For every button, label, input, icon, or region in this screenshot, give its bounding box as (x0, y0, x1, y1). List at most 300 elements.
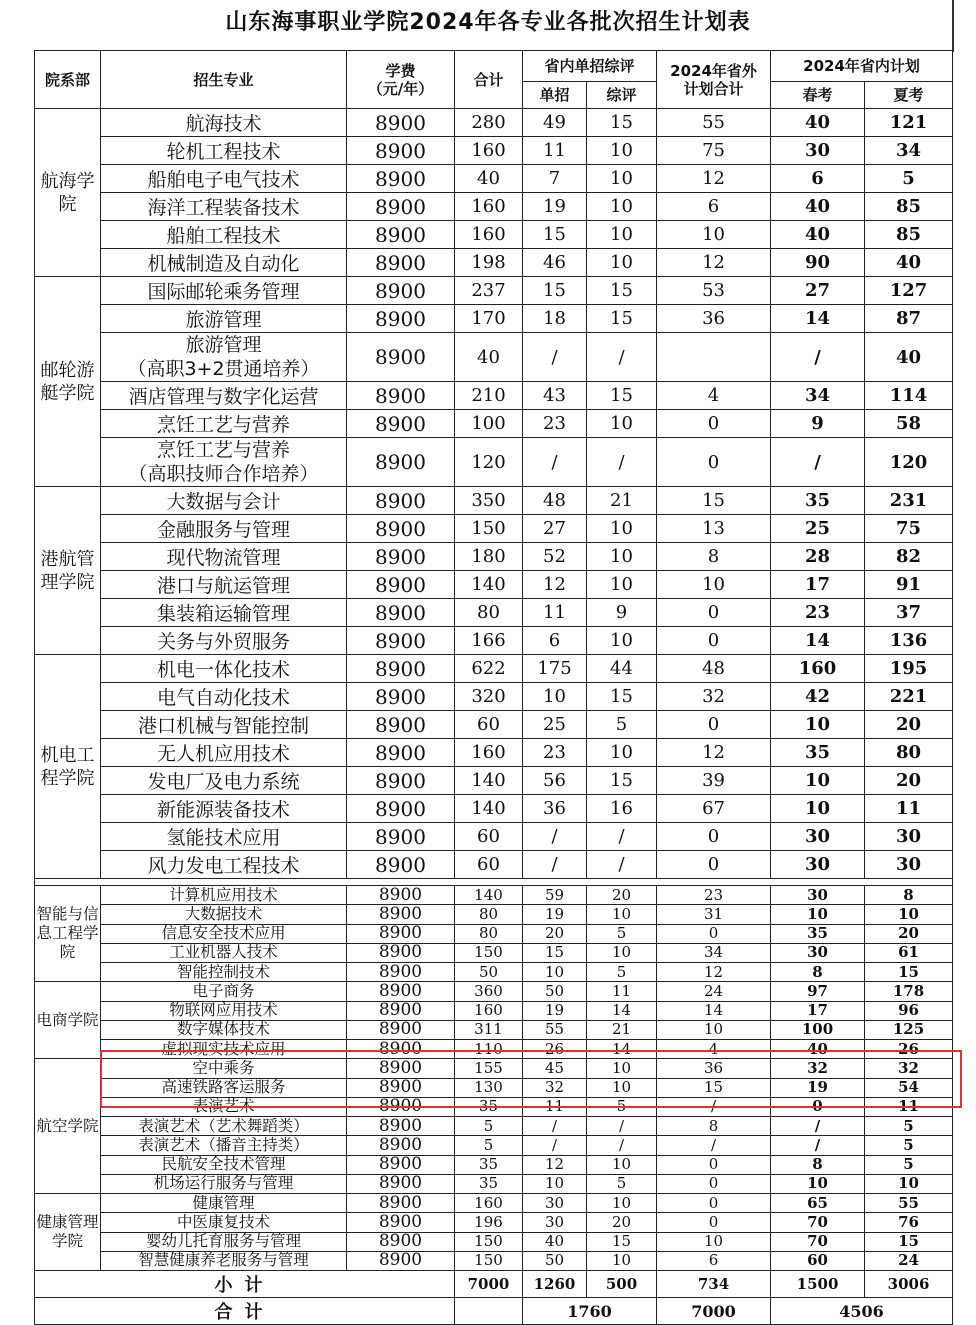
fee-cell: 8900 (347, 109, 455, 137)
major-cell (101, 851, 347, 879)
spring-cell: / (771, 1136, 865, 1155)
comp-cell: 10 (587, 137, 657, 165)
fee-cell: 8900 (347, 823, 455, 851)
summer-cell: 91 (865, 571, 953, 599)
summer-cell: 178 (865, 982, 953, 1001)
out-cell: 75 (657, 137, 771, 165)
spring-cell: 10 (771, 1174, 865, 1193)
total-cell: 237 (455, 277, 523, 305)
single-cell: 48 (523, 487, 587, 515)
comp-cell: 15 (587, 382, 657, 410)
spring-cell: 40 (771, 1040, 865, 1059)
single-cell: 15 (523, 221, 587, 249)
comp-cell: 10 (587, 1155, 657, 1174)
spring-cell: 27 (771, 277, 865, 305)
summer-cell: 121 (865, 109, 953, 137)
fee-cell: 8900 (347, 382, 455, 410)
grand-total-label: 合计 (35, 1298, 455, 1325)
table-row (35, 905, 953, 924)
grand-total-inprov-single: 1760 (523, 1298, 657, 1325)
spring-cell: 8 (771, 1155, 865, 1174)
spring-cell: 40 (771, 221, 865, 249)
single-cell: 23 (523, 739, 587, 767)
out-cell: 6 (657, 193, 771, 221)
major-name: 虚拟现实技术应用 (161, 1039, 286, 1058)
total-cell: 140 (455, 886, 523, 905)
total-cell: 130 (455, 1078, 523, 1097)
summer-cell: 136 (865, 627, 953, 655)
major-cell (101, 1155, 347, 1174)
summer-cell: 11 (865, 1097, 953, 1116)
major-cell (101, 193, 347, 221)
grand-total-out: 7000 (657, 1298, 771, 1325)
comp-cell: 10 (587, 1194, 657, 1213)
major-name: 集装箱运输管理 (156, 603, 290, 625)
major-name: 船舶电子电气技术 (147, 169, 300, 191)
total-cell: 150 (455, 943, 523, 962)
summer-cell: 58 (865, 410, 953, 438)
major-cell (101, 886, 347, 905)
single-cell: 10 (523, 1174, 587, 1193)
major-cell (101, 165, 347, 193)
comp-cell: 15 (587, 305, 657, 333)
fee-cell: 8900 (347, 515, 455, 543)
summer-cell: 125 (865, 1020, 953, 1039)
table-row (35, 599, 953, 627)
spring-cell: 8 (771, 963, 865, 982)
table-row (35, 767, 953, 795)
total-cell: 40 (455, 165, 523, 193)
table-row (35, 249, 953, 277)
major-name: 旅游管理 (185, 334, 262, 356)
out-cell: 12 (657, 739, 771, 767)
major-cell (101, 571, 347, 599)
single-cell: 25 (523, 711, 587, 739)
major-name: 船舶工程技术 (166, 225, 281, 247)
single-cell: 50 (523, 1251, 587, 1270)
total-cell: 80 (455, 905, 523, 924)
major-name: 智能控制技术 (176, 962, 270, 981)
major-cell (101, 109, 347, 137)
major-cell (101, 1232, 347, 1251)
out-cell: 10 (657, 571, 771, 599)
major-cell (101, 627, 347, 655)
total-cell: 320 (455, 683, 523, 711)
out-cell: 55 (657, 109, 771, 137)
summer-cell: 5 (865, 1155, 953, 1174)
header-spring: 春考 (771, 82, 865, 109)
fee-cell: 8900 (347, 1117, 455, 1136)
comp-cell: 10 (587, 905, 657, 924)
total-cell: 150 (455, 1232, 523, 1251)
total-cell: 280 (455, 109, 523, 137)
total-cell: 40 (455, 333, 523, 382)
out-cell: 13 (657, 515, 771, 543)
single-cell: 43 (523, 382, 587, 410)
table-row (35, 795, 953, 823)
major-name: 轮机工程技术 (166, 141, 281, 163)
header-inprov-single: 省内单招综评 (523, 51, 657, 82)
fee-cell: 8900 (347, 487, 455, 515)
spring-cell: 40 (771, 193, 865, 221)
table-row (35, 1213, 953, 1232)
fee-cell: 8900 (347, 1155, 455, 1174)
total-cell: 311 (455, 1020, 523, 1039)
header-inprov-plan: 2024年省内计划 (771, 51, 953, 82)
spring-cell: 70 (771, 1213, 865, 1232)
summer-cell: 80 (865, 739, 953, 767)
summer-cell: 96 (865, 1001, 953, 1020)
grand-total-row (35, 1298, 953, 1325)
comp-cell: 10 (587, 249, 657, 277)
dept-cell: 邮轮游艇学院 (35, 277, 101, 487)
total-cell: 5 (455, 1117, 523, 1136)
out-cell: 36 (657, 1059, 771, 1078)
spring-cell: 28 (771, 543, 865, 571)
summer-cell: 195 (865, 655, 953, 683)
spring-cell: 14 (771, 627, 865, 655)
major-name: 数字媒体技术 (176, 1020, 270, 1039)
out-cell: 0 (657, 438, 771, 487)
table-row (35, 1040, 953, 1059)
summer-cell: 87 (865, 305, 953, 333)
summer-cell: 5 (865, 1117, 953, 1136)
out-cell: 0 (657, 924, 771, 943)
single-cell: 6 (523, 627, 587, 655)
major-cell (101, 249, 347, 277)
major-cell (101, 515, 347, 543)
comp-cell: 20 (587, 1213, 657, 1232)
spring-cell: 42 (771, 683, 865, 711)
total-cell: 140 (455, 571, 523, 599)
table-row (35, 1174, 953, 1193)
major-name: 旅游管理 (185, 309, 262, 331)
major-cell (101, 1251, 347, 1270)
total-cell: 120 (455, 438, 523, 487)
major-name: 高速铁路客运服务 (161, 1078, 286, 1097)
fee-cell: 8900 (347, 249, 455, 277)
comp-cell: 11 (587, 982, 657, 1001)
fee-cell: 8900 (347, 1020, 455, 1039)
major-cell (101, 963, 347, 982)
table-row (35, 1155, 953, 1174)
table-row (35, 627, 953, 655)
out-cell: 10 (657, 1232, 771, 1251)
table-body (35, 109, 953, 1325)
spring-cell: / (771, 1117, 865, 1136)
table-row (35, 711, 953, 739)
summer-cell: 32 (865, 1059, 953, 1078)
summer-cell: 20 (865, 924, 953, 943)
single-cell: 40 (523, 1232, 587, 1251)
table-row (35, 382, 953, 410)
comp-cell: 10 (587, 543, 657, 571)
summer-cell: 8 (865, 886, 953, 905)
out-cell: 12 (657, 963, 771, 982)
total-cell: 160 (455, 739, 523, 767)
total-cell: 160 (455, 137, 523, 165)
summer-cell: 30 (865, 823, 953, 851)
comp-cell: 10 (587, 1059, 657, 1078)
spring-cell: 9 (771, 410, 865, 438)
major-name: 航海技术 (185, 113, 262, 135)
major-name: 港口机械与智能控制 (137, 715, 309, 737)
table-row (35, 1020, 953, 1039)
subtotal-out: 734 (657, 1271, 771, 1298)
table-row (35, 1136, 953, 1155)
total-cell: 140 (455, 795, 523, 823)
summer-cell: 82 (865, 543, 953, 571)
single-cell: 56 (523, 767, 587, 795)
summer-cell: 10 (865, 1174, 953, 1193)
total-cell: 170 (455, 305, 523, 333)
fee-cell: 8900 (347, 627, 455, 655)
spring-cell: 23 (771, 599, 865, 627)
summer-cell: 120 (865, 438, 953, 487)
out-cell: 4 (657, 1040, 771, 1059)
major-cell (101, 1097, 347, 1116)
out-cell: 36 (657, 305, 771, 333)
table-row (35, 543, 953, 571)
grand-total-blank (455, 1298, 523, 1325)
out-cell: 15 (657, 1078, 771, 1097)
major-cell (101, 1020, 347, 1039)
header-total: 合计 (455, 51, 523, 109)
table-row (35, 305, 953, 333)
comp-cell: 10 (587, 627, 657, 655)
total-cell: 160 (455, 1001, 523, 1020)
total-cell: 110 (455, 1040, 523, 1059)
summer-cell: 54 (865, 1078, 953, 1097)
summer-cell: 26 (865, 1040, 953, 1059)
dept-cell: 航海学院 (35, 109, 101, 277)
out-cell: 0 (657, 1174, 771, 1193)
out-cell: 8 (657, 1117, 771, 1136)
major-cell (101, 767, 347, 795)
out-cell: 15 (657, 487, 771, 515)
out-cell: 10 (657, 221, 771, 249)
table-row (35, 1251, 953, 1270)
out-cell: 0 (657, 627, 771, 655)
comp-cell: / (587, 1117, 657, 1136)
major-name: 信息安全技术应用 (161, 924, 286, 943)
spring-cell: 35 (771, 487, 865, 515)
comp-cell: 10 (587, 515, 657, 543)
single-cell: 19 (523, 193, 587, 221)
total-cell: 622 (455, 655, 523, 683)
out-cell: 14 (657, 1001, 771, 1020)
table-row (35, 823, 953, 851)
single-cell: / (523, 851, 587, 879)
comp-cell: 10 (587, 1251, 657, 1270)
summer-cell: 10 (865, 905, 953, 924)
major-name: 氢能技术应用 (166, 827, 281, 849)
single-cell: 11 (523, 599, 587, 627)
major-cell (101, 1059, 347, 1078)
major-cell (101, 683, 347, 711)
spring-cell: 97 (771, 982, 865, 1001)
single-cell: 10 (523, 963, 587, 982)
page-title: 山东海事职业学院2024年各专业各批次招生计划表 (225, 10, 751, 35)
major-name: 机场运行服务与管理 (153, 1174, 294, 1193)
major-cell (101, 599, 347, 627)
header-outprov (657, 51, 771, 109)
total-cell: 60 (455, 851, 523, 879)
fee-cell: 8900 (347, 1251, 455, 1270)
out-cell: 0 (657, 1213, 771, 1232)
dept-cell: 健康管理学院 (35, 1194, 101, 1271)
spring-cell: 14 (771, 305, 865, 333)
major-name: 烹饪工艺与营养 (156, 414, 290, 436)
table-row (35, 137, 953, 165)
dept-cell: 电商学院 (35, 982, 101, 1059)
comp-cell: / (587, 438, 657, 487)
comp-cell: 15 (587, 277, 657, 305)
fee-cell: 8900 (347, 410, 455, 438)
out-cell: 0 (657, 599, 771, 627)
comp-cell: / (587, 333, 657, 382)
spring-cell: 160 (771, 655, 865, 683)
comp-cell: 9 (587, 599, 657, 627)
total-cell: 155 (455, 1059, 523, 1078)
total-cell: 150 (455, 515, 523, 543)
total-cell: 5 (455, 1136, 523, 1155)
table-row (35, 739, 953, 767)
summer-cell: 11 (865, 795, 953, 823)
subtotal-summer: 3006 (865, 1271, 953, 1298)
comp-cell: 16 (587, 795, 657, 823)
total-cell: 160 (455, 221, 523, 249)
fee-cell: 8900 (347, 963, 455, 982)
comp-cell: 15 (587, 767, 657, 795)
table-row (35, 1194, 953, 1213)
table-row (35, 165, 953, 193)
out-cell: 12 (657, 249, 771, 277)
spring-cell: 6 (771, 165, 865, 193)
spring-cell: 90 (771, 249, 865, 277)
major-name: 机电一体化技术 (156, 659, 290, 681)
header-outprov-line2: 计划合计 (683, 79, 744, 98)
major-name: 机械制造及自动化 (147, 253, 300, 275)
enrollment-plan-table (34, 50, 953, 1325)
single-cell: 49 (523, 109, 587, 137)
comp-cell: 5 (587, 711, 657, 739)
single-cell: 45 (523, 1059, 587, 1078)
total-cell: 160 (455, 1194, 523, 1213)
comp-cell: 10 (587, 221, 657, 249)
header-single: 单招 (523, 82, 587, 109)
total-cell: 80 (455, 924, 523, 943)
table-row (35, 410, 953, 438)
fee-cell: 8900 (347, 1213, 455, 1232)
table-row (35, 1078, 953, 1097)
summer-cell: 76 (865, 1213, 953, 1232)
table-row (35, 1117, 953, 1136)
out-cell: / (657, 1136, 771, 1155)
out-cell: 23 (657, 886, 771, 905)
single-cell: 36 (523, 795, 587, 823)
single-cell: 12 (523, 1155, 587, 1174)
out-cell: / (657, 1097, 771, 1116)
single-cell: 11 (523, 1097, 587, 1116)
comp-cell: 10 (587, 410, 657, 438)
table-row (35, 982, 953, 1001)
fee-cell: 8900 (347, 683, 455, 711)
comp-cell: / (587, 1136, 657, 1155)
table-row (35, 571, 953, 599)
summer-cell: 55 (865, 1194, 953, 1213)
out-cell: 48 (657, 655, 771, 683)
major-cell (101, 823, 347, 851)
major-name: 新能源装备技术 (156, 799, 290, 821)
major-name: 现代物流管理 (166, 547, 281, 569)
spring-cell: 30 (771, 943, 865, 962)
comp-cell: 15 (587, 1232, 657, 1251)
single-cell: 11 (523, 137, 587, 165)
out-cell: 0 (657, 410, 771, 438)
single-cell: / (523, 1117, 587, 1136)
summer-cell: 5 (865, 165, 953, 193)
summer-cell: 24 (865, 1251, 953, 1270)
fee-cell: 8900 (347, 277, 455, 305)
header-fee (347, 51, 455, 109)
spring-cell: 35 (771, 739, 865, 767)
spring-cell: 19 (771, 1078, 865, 1097)
single-cell: / (523, 823, 587, 851)
major-cell (101, 1117, 347, 1136)
single-cell: 15 (523, 277, 587, 305)
table-row (35, 1059, 953, 1078)
total-cell: 60 (455, 823, 523, 851)
comp-cell: 44 (587, 655, 657, 683)
major-cell (101, 410, 347, 438)
summer-cell: 85 (865, 193, 953, 221)
subtotal-row (35, 1271, 953, 1298)
header-fee-line1: 学费 (385, 61, 416, 80)
fee-cell: 8900 (347, 599, 455, 627)
table-row (35, 438, 953, 487)
summer-cell: 127 (865, 277, 953, 305)
table-row (35, 886, 953, 905)
summer-cell: 34 (865, 137, 953, 165)
summer-cell: 20 (865, 767, 953, 795)
major-name-note: （高职3+2贯通培养） (127, 358, 320, 380)
single-cell: 15 (523, 943, 587, 962)
major-cell (101, 795, 347, 823)
total-cell: 180 (455, 543, 523, 571)
major-name: 电子商务 (192, 981, 255, 1000)
major-name: 酒店管理与数字化运营 (128, 386, 319, 408)
major-cell (101, 982, 347, 1001)
table-row (35, 851, 953, 879)
total-cell: 160 (455, 193, 523, 221)
major-cell (101, 1040, 347, 1059)
comp-cell: 15 (587, 683, 657, 711)
single-cell: 27 (523, 515, 587, 543)
summer-cell: 221 (865, 683, 953, 711)
summer-cell: 85 (865, 221, 953, 249)
fee-cell: 8900 (347, 333, 455, 382)
major-name: 婴幼儿托育服务与管理 (145, 1232, 301, 1251)
major-name: 金融服务与管理 (156, 519, 290, 541)
table-row (35, 515, 953, 543)
major-cell (101, 221, 347, 249)
single-cell: 175 (523, 655, 587, 683)
spring-cell: 17 (771, 571, 865, 599)
fee-cell: 8900 (347, 571, 455, 599)
single-cell: 20 (523, 924, 587, 943)
single-cell: / (523, 438, 587, 487)
